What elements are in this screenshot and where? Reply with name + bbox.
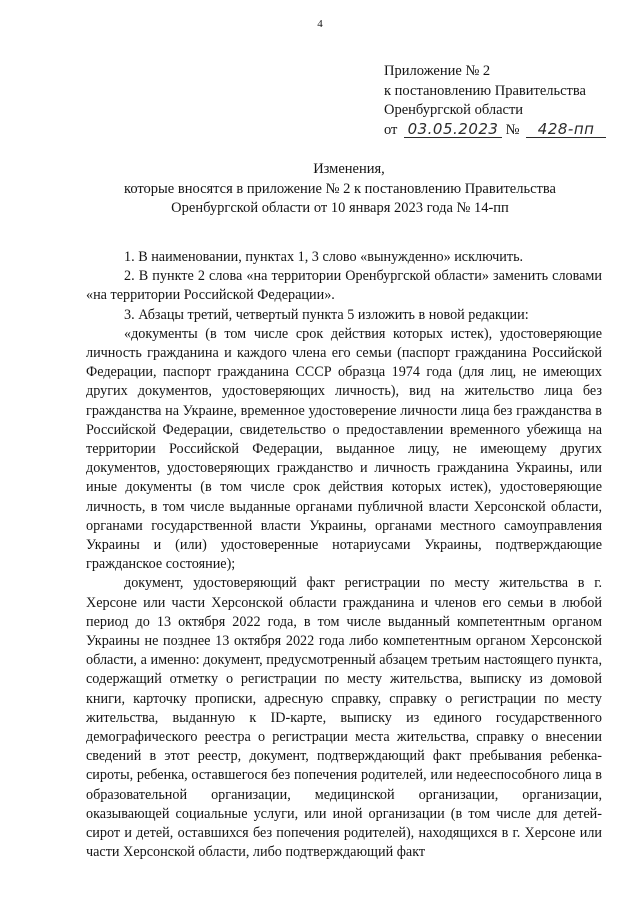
paragraph-1: 1. В наименовании, пунктах 1, 3 слово «вынужденно» исключить. <box>124 249 524 265</box>
document-title <box>60 160 620 219</box>
number-sign: № <box>505 121 520 138</box>
title-line-3: Оренбургской области от 10 января 2023 года № 14-пп <box>171 200 509 216</box>
page-number: 4 <box>317 18 323 30</box>
appendix-reference: к постановлению Правительства <box>384 82 586 99</box>
paragraph-2: 2. В пункте 2 слова «на территории Оренбургской области» заменить словами «на территории Российской Федерации». <box>86 268 602 304</box>
title-line-2: которые вносятся в приложение № 2 к постановлению Правительства <box>124 180 556 197</box>
title-line-1: Изменения, <box>313 161 385 177</box>
paragraph-3: 3. Абзацы третий, четвертый пункта 5 изложить в новой редакции: <box>124 306 529 323</box>
handwritten-date: 03.05.2023 <box>404 121 502 138</box>
handwritten-number: 428-пп <box>526 121 606 138</box>
paragraph-4: «документы (в том числе срок действия которых истек), удостоверяющие личность гражданина и каждого члена его семьи (паспорт гражданина Российской Федерации, паспорт гражданина СССР образца 1974 года (для лиц, не имеющих других документов, удостоверяющих личность), вид на жительство лица без гражданства на Украине, временное удостоверение личности лица без гражданства в Российской Федерации, свидетельство о предоставлении временного убежища на территории Российской Федерации, выданное лицу, не имеющему других документов, удостоверяющих гражданство и личность гражданина Украины, или иные документы (в том числе срок действия которых истек), удостоверяющие личность, в том числе выданные органами публичной власти Херсонской области, органами государственной власти Украины, органами местного самоуправления Украины и (или) удостоверенные нотариусами Украины, подтверждающие гражданское состояние); <box>86 325 602 573</box>
appendix-header <box>384 62 624 140</box>
date-prefix: от <box>384 121 398 138</box>
paragraph-5: документ, удостоверяющий факт регистрации по месту жительства в г. Херсоне или части Херсонской области гражданина и членов его семьи в любой период до 13 октября 2022 года, в том числе выданный компетентным органом Украины не позднее 13 октября 2022 года либо компетентным органом Херсонской области, а именно: документ, предусмотренный абзацем третьим настоящего пункта, содержащий отметку о регистрации по месту жительства, выписку из домовой книги, карточку прописки, адресную справку, справку о регистрации по месту жительства, выданную к ID-карте, выписку из единого государственного демографического реестра о регистрации места жительства, справку о внесении сведений в этот реестр, документ, подтверждающий факт пребывания ребенка-сироты, ребенка, оставшегося без попечения родителей, или недееспособного лица в образовательной организации, медицинской организации, организации, оказывающей социальные услуги, или иной организации (в том числе для детей-сирот и детей, оставшихся без попечения родителей), находящихся в г. Херсоне или части Херсонской области, либо подтверждающий факт <box>86 575 602 861</box>
appendix-title: Приложение № 2 <box>384 63 491 79</box>
appendix-region: Оренбургской области <box>384 102 524 118</box>
document-body <box>86 248 602 863</box>
appendix-date-line <box>384 121 624 141</box>
